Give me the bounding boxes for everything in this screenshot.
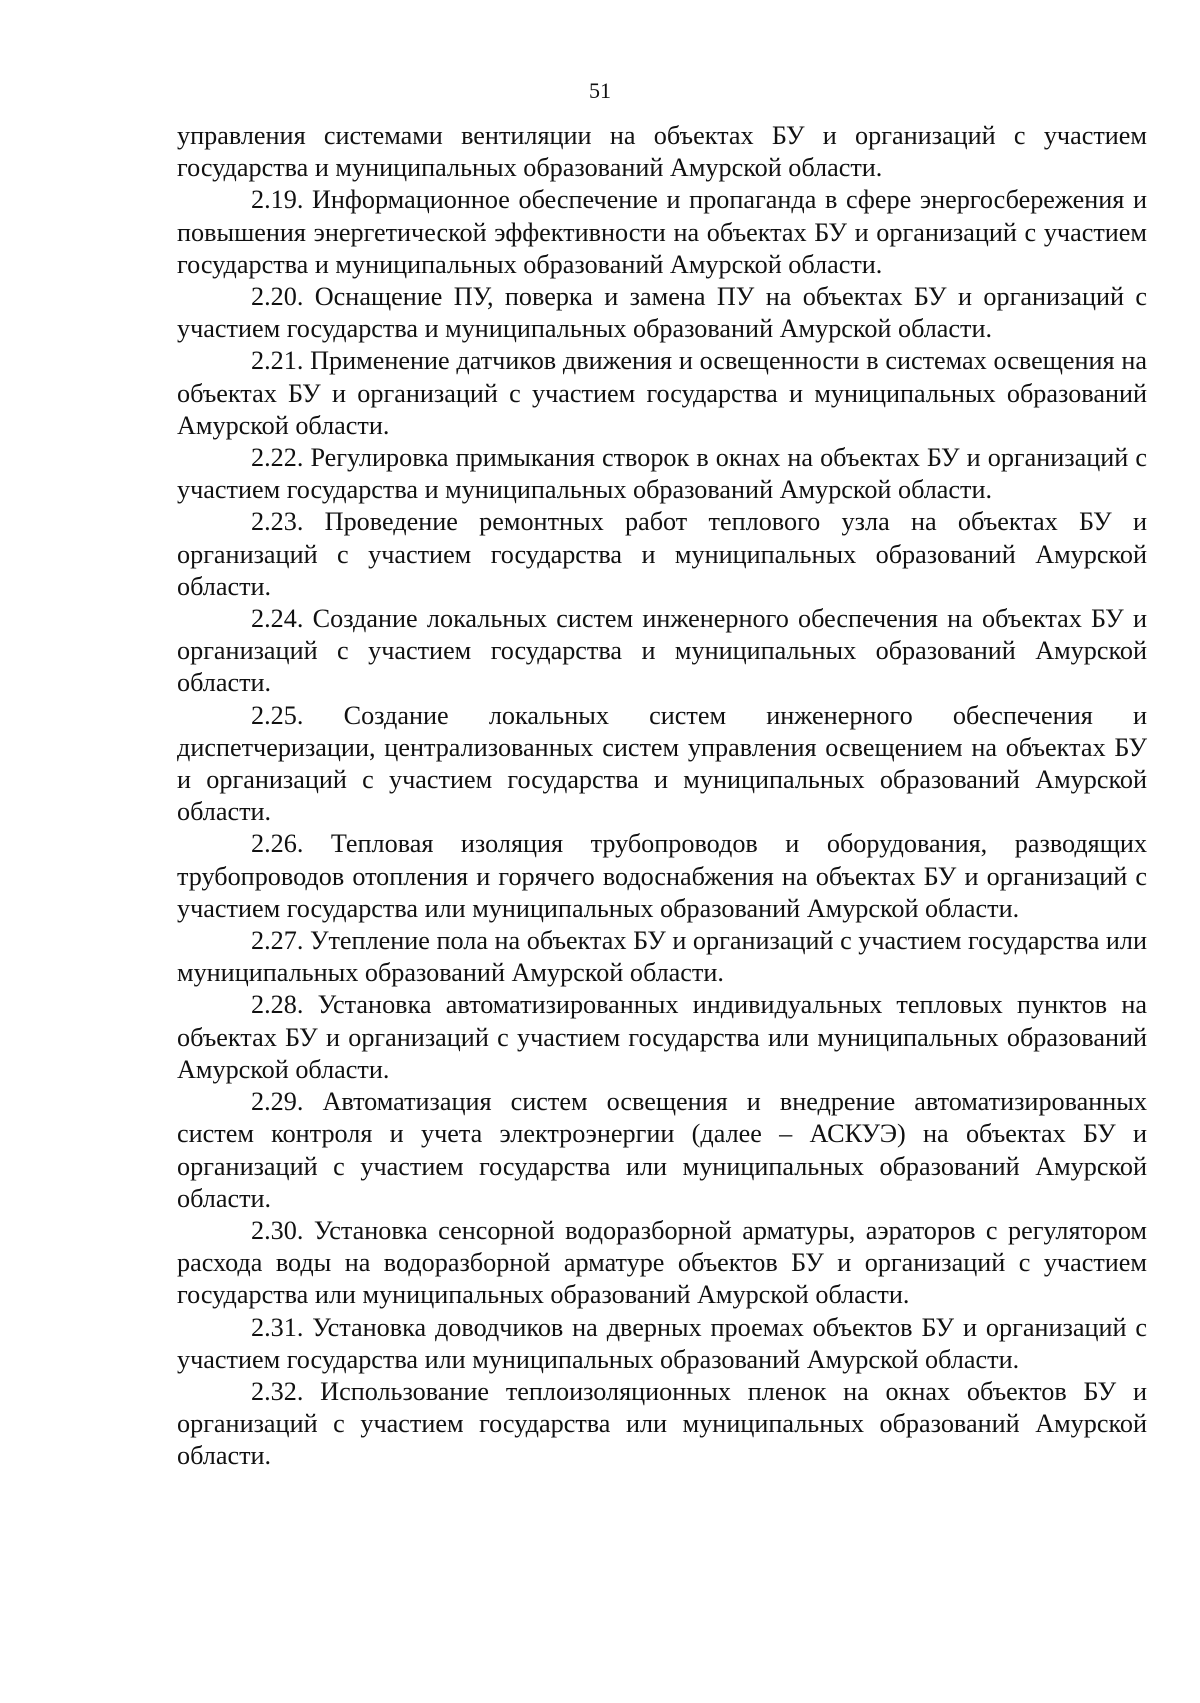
paragraph-2-27: 2.27. Утепление пола на объектах БУ и организаций с участием государства или муниципальных образований Амурской области.: [177, 926, 1147, 988]
paragraph-2-30: 2.30. Установка сенсорной водоразборной арматуры, аэраторов с регулятором расхода воды на водоразборной арматуре объектов БУ и организаций с участием государства или муниципальных образований Амурской области.: [177, 1215, 1147, 1310]
paragraph-2-28: 2.28. Установка автоматизированных индивидуальных тепловых пунктов на объектах БУ и организаций с участием государства или муниципальных образований Амурской области.: [177, 990, 1147, 1084]
page-number: 51: [589, 78, 611, 103]
document-body: [177, 120, 1147, 1473]
paragraph-2-26: 2.26. Тепловая изоляция трубопроводов и оборудования, разводящих трубопроводов отопления и горячего водоснабжения на объектах БУ и организаций с участием государства или муниципальных образований Амурской области.: [177, 829, 1147, 923]
paragraph-2-31: 2.31. Установка доводчиков на дверных проемах объектов БУ и организаций с участием государства или муниципальных образований Амурской области.: [177, 1312, 1147, 1374]
paragraph-continuation: управления системами вентиляции на объектах БУ и организаций с участием государства и муниципальных образований Амурской области.: [177, 121, 1147, 183]
paragraph-2-20: 2.20. Оснащение ПУ, поверка и замена ПУ на объектах БУ и организаций с участием государства и муниципальных образований Амурской области.: [177, 282, 1147, 344]
paragraph-2-19: 2.19. Информационное обеспечение и пропаганда в сфере энергосбережения и повышения энергетической эффективности на объектах БУ и организаций с участием государства и муниципальных образований Амурской области.: [177, 185, 1147, 279]
paragraph-2-32: 2.32. Использование теплоизоляционных пленок на окнах объектов БУ и организаций с участием государства или муниципальных образований Амурской области.: [177, 1376, 1147, 1471]
paragraph-2-23: 2.23. Проведение ремонтных работ теплового узла на объектах БУ и организаций с участием государства и муниципальных образований Амурской области.: [177, 507, 1147, 601]
paragraph-2-25: 2.25. Создание локальных систем инженерного обеспечения и диспетчеризации, централизованных систем управления освещением на объектах БУ и организаций с участием государства и муниципальных образований Амурской области.: [177, 700, 1147, 827]
paragraph-2-24: 2.24. Создание локальных систем инженерного обеспечения на объектах БУ и организаций с участием государства и муниципальных образований Амурской области.: [177, 604, 1147, 698]
paragraph-2-29: 2.29. Автоматизация систем освещения и внедрение автоматизированных систем контроля и учета электроэнергии (далее – АСКУЭ) на объектах БУ и организаций с участием государства или муниципальных образований Амурской области.: [177, 1087, 1147, 1213]
paragraph-2-22: 2.22. Регулировка примыкания створок в окнах на объектах БУ и организаций с участием государства и муниципальных образований Амурской области.: [177, 443, 1147, 505]
paragraph-2-21: 2.21. Применение датчиков движения и освещенности в системах освещения на объектах БУ и организаций с участием государства и муниципальных образований Амурской области.: [177, 346, 1147, 440]
